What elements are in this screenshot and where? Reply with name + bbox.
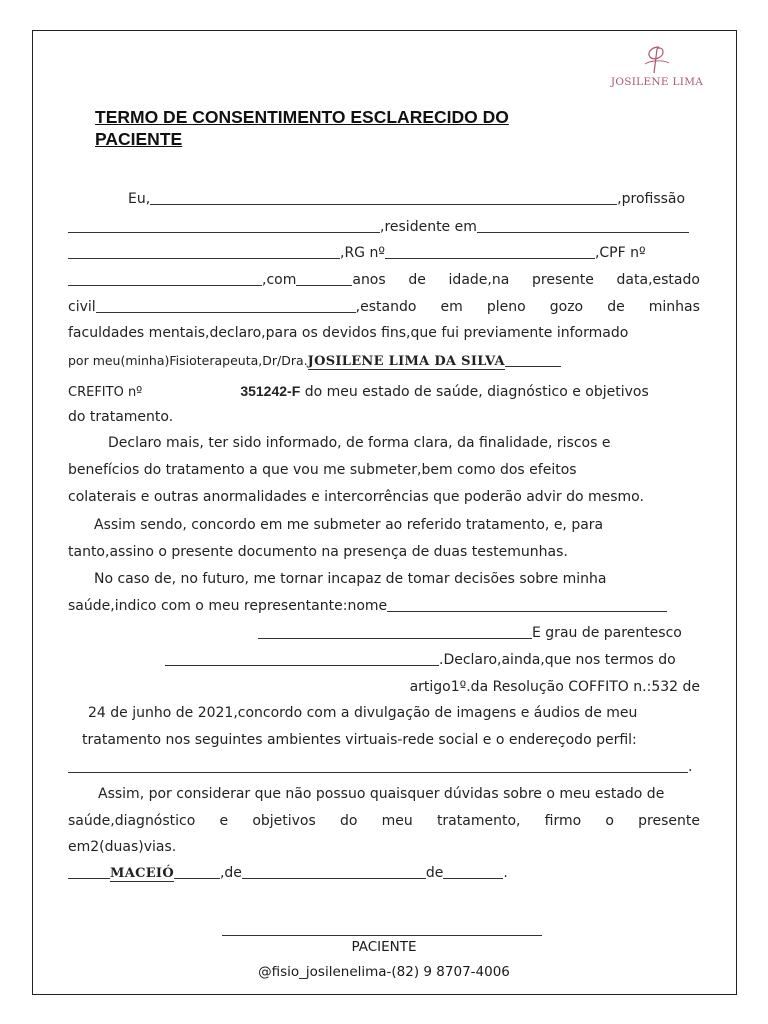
- kinship-field[interactable]: [165, 649, 439, 666]
- text-line: do tratamento.: [68, 409, 174, 425]
- form-line-rg: ,RG nº ,CPF nº: [68, 240, 700, 266]
- logo-text: JOSILENE LIMA: [610, 76, 704, 88]
- form-line-grau: E grau de parentesco: [68, 620, 700, 646]
- text-line: artigo1º.da Resolução COFFITO n.:532 de: [409, 679, 700, 695]
- logo: [598, 44, 716, 94]
- text-line: Assim sendo, concordo em me submeter ao referido tratamento, e, para: [94, 517, 604, 533]
- form-line-crefito: CREFITO nº 351242-F do meu estado de saúde, diagnóstico e objetivos: [68, 383, 649, 400]
- justified-word: do: [339, 813, 358, 829]
- form-line-eu: Eu, ,profissão: [68, 186, 700, 212]
- city: MACEIÓ: [110, 866, 174, 881]
- name-field[interactable]: [150, 188, 617, 205]
- representative-name-field-cont[interactable]: [258, 622, 532, 639]
- text-line: colaterais e outras anormalidades e intercorrências que poderão advir do mesmo.: [68, 489, 644, 505]
- form-line-idade: ,com anos de idade,na presente data,estado: [68, 267, 700, 293]
- justified-word: meu: [381, 813, 413, 829]
- footer-contact: @fisio_josilenelima-(82) 9 8707-4006: [258, 964, 510, 980]
- city-suffix-blank: [174, 862, 220, 879]
- text-line: em2(duas)vias.: [68, 839, 177, 855]
- justified-word: presente: [638, 813, 700, 829]
- text-line: tratamento nos seguintes ambientes virtuais-rede social e o endereçodo perfil:: [82, 732, 637, 748]
- text-line: 24 de junho de 2021,concordo com a divulgação de imagens e áudios de meu: [88, 705, 638, 721]
- justified-word: tratamento,: [436, 813, 521, 829]
- year-field[interactable]: [443, 862, 503, 879]
- form-line-residente: ,residente em: [68, 214, 700, 240]
- cpf-field[interactable]: [68, 269, 262, 286]
- form-line-professional: por meu(minha)Fisioterapeuta,Dr/Dra.JOSILENE LIMA DA SILVA: [68, 348, 700, 374]
- date-line: MACEIÓ ,de de .: [68, 860, 700, 886]
- logo-monogram-icon: [637, 44, 677, 76]
- professional-name-tail: [505, 350, 561, 367]
- city-prefix-blank: [68, 862, 110, 879]
- text-line: tanto,assino o presente documento na presença de duas testemunhas.: [68, 544, 568, 560]
- justified-word: firmo: [544, 813, 582, 829]
- text-line: faculdades mentais,declaro,para os devidos fins,que fui previamente informado: [68, 325, 629, 341]
- signature-label: PACIENTE: [351, 939, 417, 955]
- address-field-cont[interactable]: [68, 242, 340, 259]
- form-line-civil: civil ,estando em pleno gozo de minhas: [68, 294, 700, 320]
- justified-word: saúde,diagnóstico: [68, 813, 196, 829]
- form-line-representante: saúde,indico com o meu representante:nome: [68, 593, 700, 619]
- profession-field[interactable]: [68, 216, 380, 233]
- professional-name: JOSILENE LIMA DA SILVA: [307, 354, 505, 369]
- text-line: No caso de, no futuro, me tornar incapaz de tomar decisões sobre minha: [94, 571, 607, 587]
- representative-name-field[interactable]: [387, 595, 667, 612]
- form-line-perfil: .: [68, 754, 700, 780]
- civil-status-field[interactable]: [96, 296, 356, 313]
- address-field[interactable]: [477, 216, 689, 233]
- justified-word: o: [605, 813, 614, 829]
- age-field[interactable]: [296, 269, 352, 286]
- crefito-number: 351242-F: [240, 383, 301, 399]
- profile-address-field[interactable]: [68, 756, 688, 773]
- justified-word: objetivos: [252, 813, 316, 829]
- rg-field[interactable]: [385, 242, 595, 259]
- text-line-justified: [68, 808, 700, 834]
- form-line-parentesco: .Declaro,ainda,que nos termos do: [68, 647, 700, 673]
- document-title: TERMO DE CONSENTIMENTO ESCLARECIDO DO PACIENTE: [95, 107, 509, 149]
- justified-word: e: [219, 813, 229, 829]
- text-line: benefícios do tratamento a que vou me submeter,bem como dos efeitos: [68, 462, 577, 478]
- day-month-field[interactable]: [242, 862, 426, 879]
- text-line: Declaro mais, ter sido informado, de forma clara, da finalidade, riscos e: [108, 435, 611, 451]
- signature-line[interactable]: [222, 935, 542, 936]
- text-line: Assim, por considerar que não possuo quaisquer dúvidas sobre o meu estado de: [98, 786, 665, 802]
